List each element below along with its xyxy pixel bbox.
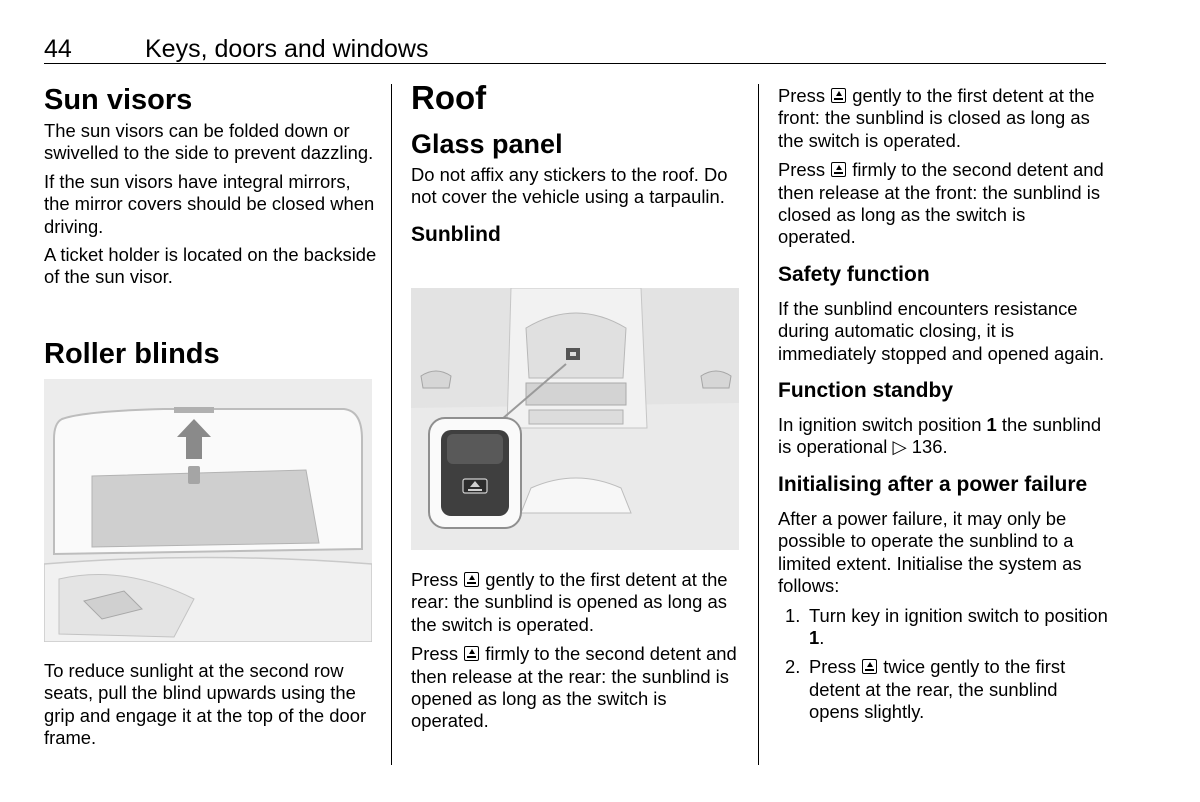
- heading-roof: Roof: [411, 79, 487, 116]
- column-3: [778, 85, 1108, 724]
- sunblind-text-1: [411, 569, 746, 636]
- step-number: 1.: [785, 604, 801, 626]
- step-item: [778, 605, 1108, 650]
- standby-text-b: the sunblind is operational: [778, 414, 1102, 458]
- heading-safety-function: Safety function: [778, 262, 930, 286]
- sunblind-text-2-b: firmly to the second detent and then release at the rear: the sunblind is opened as long as the switch is operated.: [411, 643, 737, 732]
- column-2: [411, 80, 746, 247]
- page-reference-link[interactable]: ▷ 136.: [892, 436, 948, 458]
- sunblind-text-1-a: Press: [411, 569, 464, 590]
- initialising-text: After a power failure, it may only be possible to operate the sunblind to a limited extent. Initialise the system as follows:: [778, 507, 1082, 597]
- sunblind-switch-icon: [831, 88, 846, 103]
- column-1: [44, 84, 379, 289]
- front-text-2-a: Press: [778, 159, 831, 181]
- sun-visors-text-1: The sun visors can be folded down or swivelled to the side to prevent dazzling.: [44, 120, 374, 164]
- step-text-a: Press: [809, 656, 862, 678]
- step-position: 1: [809, 626, 820, 648]
- heading-roller-blinds: Roller blinds: [44, 338, 220, 370]
- column-divider-2: [758, 84, 759, 765]
- step-item: [778, 656, 1108, 723]
- front-text-1-b: gently to the first detent at the front: the sunblind is closed as long as the switch is operated.: [778, 85, 1095, 151]
- step-number: 2.: [785, 656, 801, 678]
- sunblind-text-2-a: Press: [411, 643, 464, 665]
- front-text-2-b: firmly to the second detent and then release at the front: the sunblind is closed as long as the switch is operated.: [778, 159, 1104, 248]
- standby-position: 1: [986, 414, 997, 436]
- heading-function-standby: Function standby: [778, 379, 953, 403]
- front-text-1-a: Press: [778, 85, 831, 106]
- roller-blinds-text: To reduce sunlight at the second row seats, pull the blind upwards using the grip and engage it at the top of the door frame.: [44, 660, 367, 749]
- front-text-2: [778, 159, 1108, 249]
- sunblind-switch-drawing: [411, 288, 739, 550]
- sunblind-text-1-b: gently to the first detent at the rear: the sunblind is opened as long as the switch is operated.: [411, 569, 728, 635]
- sunblind-switch-icon: [862, 659, 877, 674]
- heading-glass-panel: Glass panel: [411, 129, 563, 159]
- standby-text-a: In ignition switch position: [778, 414, 987, 436]
- roller-blind-illustration: [44, 379, 372, 642]
- step-text-b: .: [819, 626, 825, 648]
- page-number: 44: [44, 35, 72, 63]
- sun-visors-text-3: A ticket holder is located on the backside of the sun visor.: [44, 244, 377, 288]
- function-standby-text: [778, 414, 1108, 459]
- heading-initialising: Initialising after a power failure: [778, 472, 1088, 496]
- initialising-steps: [778, 605, 1108, 724]
- sunblind-switch-icon: [464, 646, 479, 661]
- sunblind-switch-illustration: [411, 288, 739, 550]
- sunblind-switch-icon: [831, 162, 846, 177]
- roller-blinds-body: [44, 660, 379, 750]
- page-header: [44, 36, 1106, 64]
- sunblind-text-2: [411, 643, 746, 733]
- safety-function-text: If the sunblind encounters resistance during automatic closing, it is immediately stopped and opened again.: [778, 297, 1105, 364]
- section-title: Keys, doors and windows: [145, 35, 429, 63]
- heading-sunblind: Sunblind: [411, 222, 501, 246]
- heading-sun-visors: Sun visors: [44, 84, 193, 116]
- roller-blinds-section: [44, 338, 379, 370]
- glass-panel-text: Do not affix any stickers to the roof. Do not cover the vehicle using a tarpaulin.: [411, 164, 728, 208]
- roller-blind-drawing: [44, 379, 372, 642]
- sun-visors-text-2: If the sun visors have integral mirrors, the mirror covers should be closed when driving.: [44, 170, 375, 237]
- column-divider-1: [391, 84, 392, 765]
- sunblind-body: [411, 569, 746, 733]
- step-text-a: Turn key in ignition switch to position: [809, 604, 1108, 626]
- step-text-b: twice gently to the first detent at the rear, the sunblind opens slightly.: [809, 656, 1066, 723]
- front-text-1: [778, 85, 1108, 152]
- sunblind-switch-icon: [464, 572, 479, 587]
